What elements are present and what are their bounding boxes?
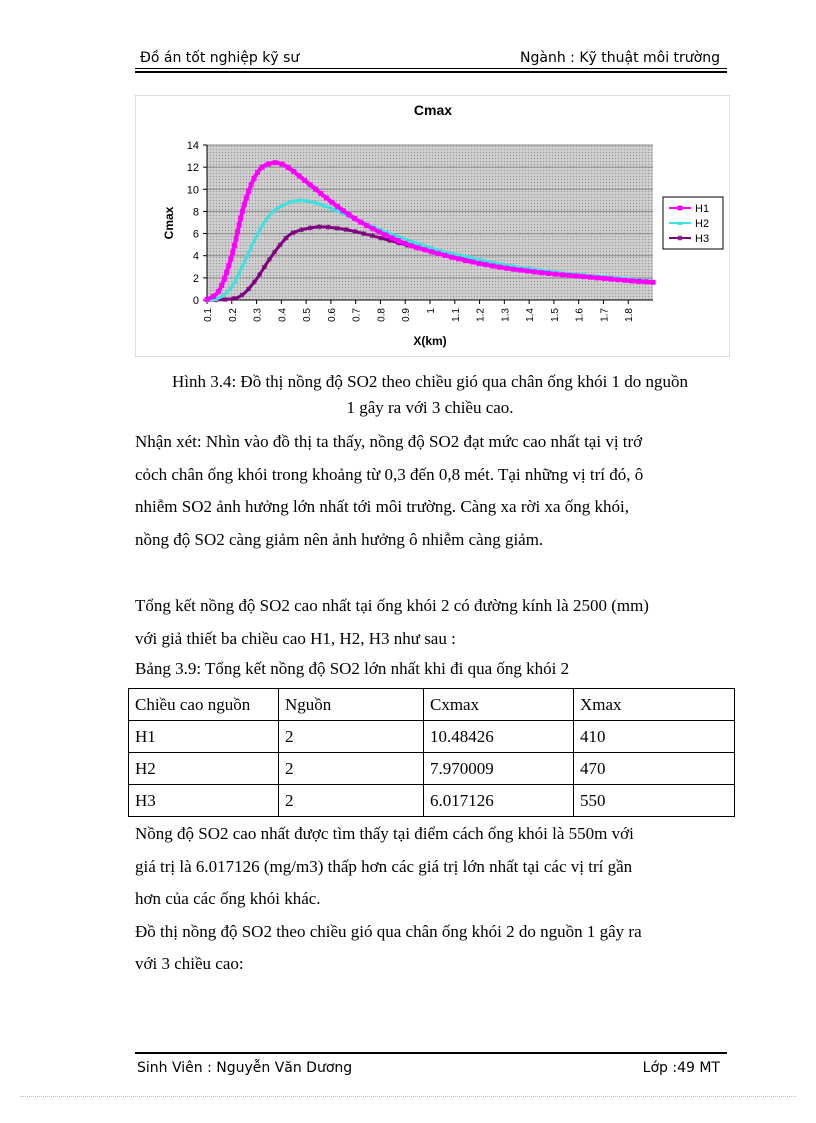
table-cell: 410 xyxy=(574,721,735,753)
h3-data-point xyxy=(267,257,272,262)
y-tick-label: 8 xyxy=(192,206,199,219)
h1-data-point xyxy=(237,223,242,228)
h1-data-point xyxy=(242,202,247,207)
h1-data-point xyxy=(235,229,240,234)
h1-data-point xyxy=(266,161,271,166)
h1-data-point xyxy=(588,275,593,280)
h1-data-point xyxy=(396,238,401,243)
h1-data-point xyxy=(377,229,382,234)
caption-line: Hình 3.4: Đồ thị nồng độ SO2 theo chiều gió qua chân ống khói 1 do nguồn xyxy=(171,372,689,391)
x-tick-label: 1.2 xyxy=(475,308,487,322)
comment-paragraph xyxy=(135,426,727,556)
table-cell: 2 xyxy=(279,721,424,753)
h1-data-point xyxy=(609,277,614,282)
chart-x-label: X(km) xyxy=(413,334,447,348)
table-header-cell: Chiều cao nguồn xyxy=(129,689,279,721)
h3-data-point xyxy=(278,242,283,247)
comment-line: nồng độ SO2 càng giảm nên ảnh hưởng ô nhiễm càng giảm. xyxy=(135,529,544,549)
y-tick-label: 10 xyxy=(186,184,199,197)
h3-data-point xyxy=(246,286,251,291)
x-tick-label: 0.1 xyxy=(203,308,214,322)
legend-h2-label: H2 xyxy=(695,218,710,230)
h3-data-point xyxy=(317,224,322,229)
h3-data-point xyxy=(262,264,267,269)
h1-data-point xyxy=(352,216,357,221)
h1-data-point xyxy=(409,243,414,248)
h1-data-point xyxy=(308,182,313,187)
h1-data-point xyxy=(595,275,600,280)
h3-data-point xyxy=(361,231,366,236)
h1-data-point xyxy=(463,258,468,263)
table-cell: H2 xyxy=(129,753,279,785)
h1-data-point xyxy=(429,249,434,254)
h1-data-point xyxy=(246,189,251,194)
h1-data-point xyxy=(623,278,628,283)
h1-data-point xyxy=(553,272,558,277)
h1-data-point xyxy=(504,266,509,271)
summary-line: với giả thiết ba chiều cao H1, H2, H3 như sau : xyxy=(135,628,456,648)
h3-data-point xyxy=(308,225,313,230)
h3-data-point xyxy=(379,236,384,241)
caption-line: 1 gây ra với 3 chiều cao. xyxy=(346,398,514,417)
h1-data-point xyxy=(511,267,516,272)
h1-data-point xyxy=(211,294,216,299)
body-line: Nồng độ SO2 cao nhất được tìm thấy tại điểm cách ống khói là 550m với xyxy=(135,824,634,843)
comment-line: cỏch chân ống khói trong khoảng từ 0,3 đến 0,8 mét. Tại những vị trí đó, ô xyxy=(135,464,644,484)
h1-data-point xyxy=(483,262,488,267)
table-cell: H3 xyxy=(129,785,279,817)
table-cell: 10.48426 xyxy=(424,721,574,753)
x-tick-label: 1.8 xyxy=(624,308,636,322)
h1-data-point xyxy=(650,280,655,285)
h1-data-point xyxy=(358,220,363,225)
h1-data-point xyxy=(324,195,329,200)
y-tick-label: 12 xyxy=(186,162,199,175)
h1-data-point xyxy=(416,245,421,250)
body-line: với 3 chiều cao: xyxy=(135,954,244,973)
h1-data-point xyxy=(371,226,376,231)
cmax-chart xyxy=(135,95,730,357)
x-tick-label: 0.4 xyxy=(277,308,289,322)
header-rule-thick xyxy=(135,71,727,73)
h1-data-point xyxy=(602,276,607,281)
h1-data-point xyxy=(436,251,441,256)
comment-line: Nhận xét: Nhìn vào đồ thị ta thấy, nồng độ SO2 đạt mức cao nhất tại vị trớ xyxy=(135,432,643,451)
h3-data-point xyxy=(352,229,357,234)
x-tick-label: 0.8 xyxy=(376,308,388,322)
table-header-cell: Nguồn xyxy=(279,689,424,721)
h1-data-point xyxy=(346,212,351,217)
table-header-cell: Xmax xyxy=(574,689,735,721)
h1-data-point xyxy=(581,274,586,279)
h1-data-point xyxy=(244,195,249,200)
table-cell: 2 xyxy=(279,785,424,817)
chart-y-label: Cmax xyxy=(162,206,176,240)
h1-data-point xyxy=(205,297,210,302)
h1-data-point xyxy=(490,263,495,268)
body-line: Đồ thị nồng độ SO2 theo chiều gió qua chân ống khói 2 do nguồn 1 gây ra xyxy=(135,921,642,941)
h3-data-point xyxy=(240,292,245,297)
h1-data-point xyxy=(335,204,340,209)
h1-data-point xyxy=(389,235,394,240)
h1-data-point xyxy=(443,253,448,258)
page-footer-left: Sinh Viên : Nguyễn Văn Dương xyxy=(137,1060,353,1076)
comment-line: nhiễm SO2 ảnh hưởng lớn nhất tới môi trường. Càng xa rời xa ống khói, xyxy=(135,497,629,516)
x-tick-label: 0.2 xyxy=(227,308,239,322)
h1-data-point xyxy=(260,165,265,170)
figure-caption xyxy=(135,369,725,421)
h1-data-point xyxy=(644,279,649,284)
h1-data-point xyxy=(286,165,291,170)
h1-data-point xyxy=(297,173,302,178)
x-tick-label: 1.7 xyxy=(599,308,611,322)
page-header-right: Ngành : Kỹ thuật môi trường xyxy=(520,50,720,66)
h3-data-point xyxy=(272,250,277,255)
x-tick-label: 1.4 xyxy=(525,308,537,322)
table-row xyxy=(129,785,735,817)
table-caption: Bảng 3.9: Tổng kết nồng độ SO2 lớn nhất khi đi qua ống khói 2 xyxy=(135,659,570,678)
table-cell: 550 xyxy=(574,785,735,817)
h1-data-point xyxy=(574,273,579,278)
h1-data-point xyxy=(402,241,407,246)
x-tick-label: 0.7 xyxy=(351,308,363,322)
h1-data-point xyxy=(318,191,323,196)
h3-data-point xyxy=(252,279,257,284)
h1-data-point xyxy=(383,232,388,237)
h1-data-point xyxy=(497,265,502,270)
h1-data-point xyxy=(216,289,221,294)
h1-data-point xyxy=(252,176,257,181)
h1-data-point xyxy=(477,261,482,266)
table-cell: 7.970009 xyxy=(424,753,574,785)
h3-data-point xyxy=(231,296,236,301)
h1-data-point xyxy=(222,276,227,281)
h3-data-point xyxy=(326,225,331,230)
summary-line: Tổng kết nồng độ SO2 cao nhất tại ống khói 2 có đường kính là 2500 (mm) xyxy=(135,596,649,615)
y-tick-label: 0 xyxy=(192,295,199,307)
y-tick-label: 14 xyxy=(186,140,199,152)
h1-data-point xyxy=(273,160,278,165)
h3-data-point xyxy=(299,227,304,232)
x-tick-label: 0.5 xyxy=(302,308,314,322)
summary-intro xyxy=(135,590,727,683)
h1-data-point xyxy=(525,269,530,274)
h3-data-point xyxy=(370,233,375,238)
table-header-cell: Cxmax xyxy=(424,689,574,721)
chart-title: Cmax xyxy=(413,102,453,118)
table-cell: 470 xyxy=(574,753,735,785)
legend-h3-label: H3 xyxy=(695,233,710,245)
h1-data-point xyxy=(291,169,296,174)
x-tick-label: 0.6 xyxy=(326,308,338,322)
h1-data-point xyxy=(224,270,229,275)
page-footer-right: Lớp :49 MT xyxy=(642,1060,720,1076)
h1-data-point xyxy=(518,268,523,273)
table-row xyxy=(129,721,735,753)
x-tick-label: 1.6 xyxy=(574,308,586,322)
footer-rule xyxy=(135,1052,727,1054)
table-header-row xyxy=(129,689,735,721)
table-row xyxy=(129,753,735,785)
h3-data-point xyxy=(291,230,296,235)
y-tick-label: 6 xyxy=(192,228,199,241)
page-dotted-edge xyxy=(20,1096,796,1097)
h3-data-point xyxy=(678,236,683,241)
h3-data-point xyxy=(257,272,262,277)
x-tick-label: 1.1 xyxy=(450,308,462,322)
h1-data-point xyxy=(230,250,235,255)
h1-data-point xyxy=(422,247,427,252)
x-tick-label: 1 xyxy=(426,308,437,314)
table-cell: 6.017126 xyxy=(424,785,574,817)
body-line: giá trị là 6.017126 (mg/m3) thấp hơn các giá trị lớn nhất tại các vị trí gần xyxy=(135,856,633,876)
header-rule xyxy=(135,68,727,69)
y-tick-label: 4 xyxy=(192,250,199,263)
h1-data-point xyxy=(532,269,537,274)
x-tick-label: 0.9 xyxy=(401,308,413,322)
page-header-left: Đồ án tốt nghiệp kỹ sư xyxy=(140,50,300,66)
after-table-paragraph xyxy=(135,818,727,981)
h1-data-point xyxy=(637,279,642,284)
x-tick-label: 1.3 xyxy=(500,308,512,322)
h3-data-point xyxy=(344,227,349,232)
legend-h1-label: H1 xyxy=(695,203,710,215)
table-cell: H1 xyxy=(129,721,279,753)
h1-data-point xyxy=(302,178,307,183)
h1-data-point xyxy=(238,216,243,221)
h1-data-point xyxy=(364,223,369,228)
h1-data-point xyxy=(226,263,231,268)
h1-data-point xyxy=(470,259,475,264)
h1-data-point xyxy=(539,270,544,275)
h1-data-point xyxy=(678,206,683,211)
y-tick-label: 2 xyxy=(192,272,199,285)
h3-data-point xyxy=(222,297,227,302)
h3-data-point xyxy=(283,236,288,241)
h1-data-point xyxy=(616,277,621,282)
h3-data-point xyxy=(335,226,340,231)
x-tick-label: 0.3 xyxy=(252,308,264,322)
h1-data-point xyxy=(255,170,260,175)
h1-data-point xyxy=(630,278,635,283)
h1-data-point xyxy=(249,182,254,187)
h1-data-point xyxy=(560,272,565,277)
h1-data-point xyxy=(567,273,572,278)
table-cell: 2 xyxy=(279,753,424,785)
h1-data-point xyxy=(546,271,551,276)
x-tick-label: 1.5 xyxy=(549,308,561,322)
h1-data-point xyxy=(341,208,346,213)
h1-data-point xyxy=(228,257,233,262)
h1-data-point xyxy=(279,162,284,167)
h1-data-point xyxy=(456,256,461,261)
h1-data-point xyxy=(313,187,318,192)
h1-data-point xyxy=(219,283,224,288)
h1-data-point xyxy=(449,255,454,260)
h1-data-point xyxy=(234,236,239,241)
h1-data-point xyxy=(329,200,334,205)
body-line: hơn của các ống khói khác. xyxy=(135,889,321,908)
h1-data-point xyxy=(232,243,237,248)
summary-table xyxy=(128,688,735,817)
h1-data-point xyxy=(240,209,245,214)
